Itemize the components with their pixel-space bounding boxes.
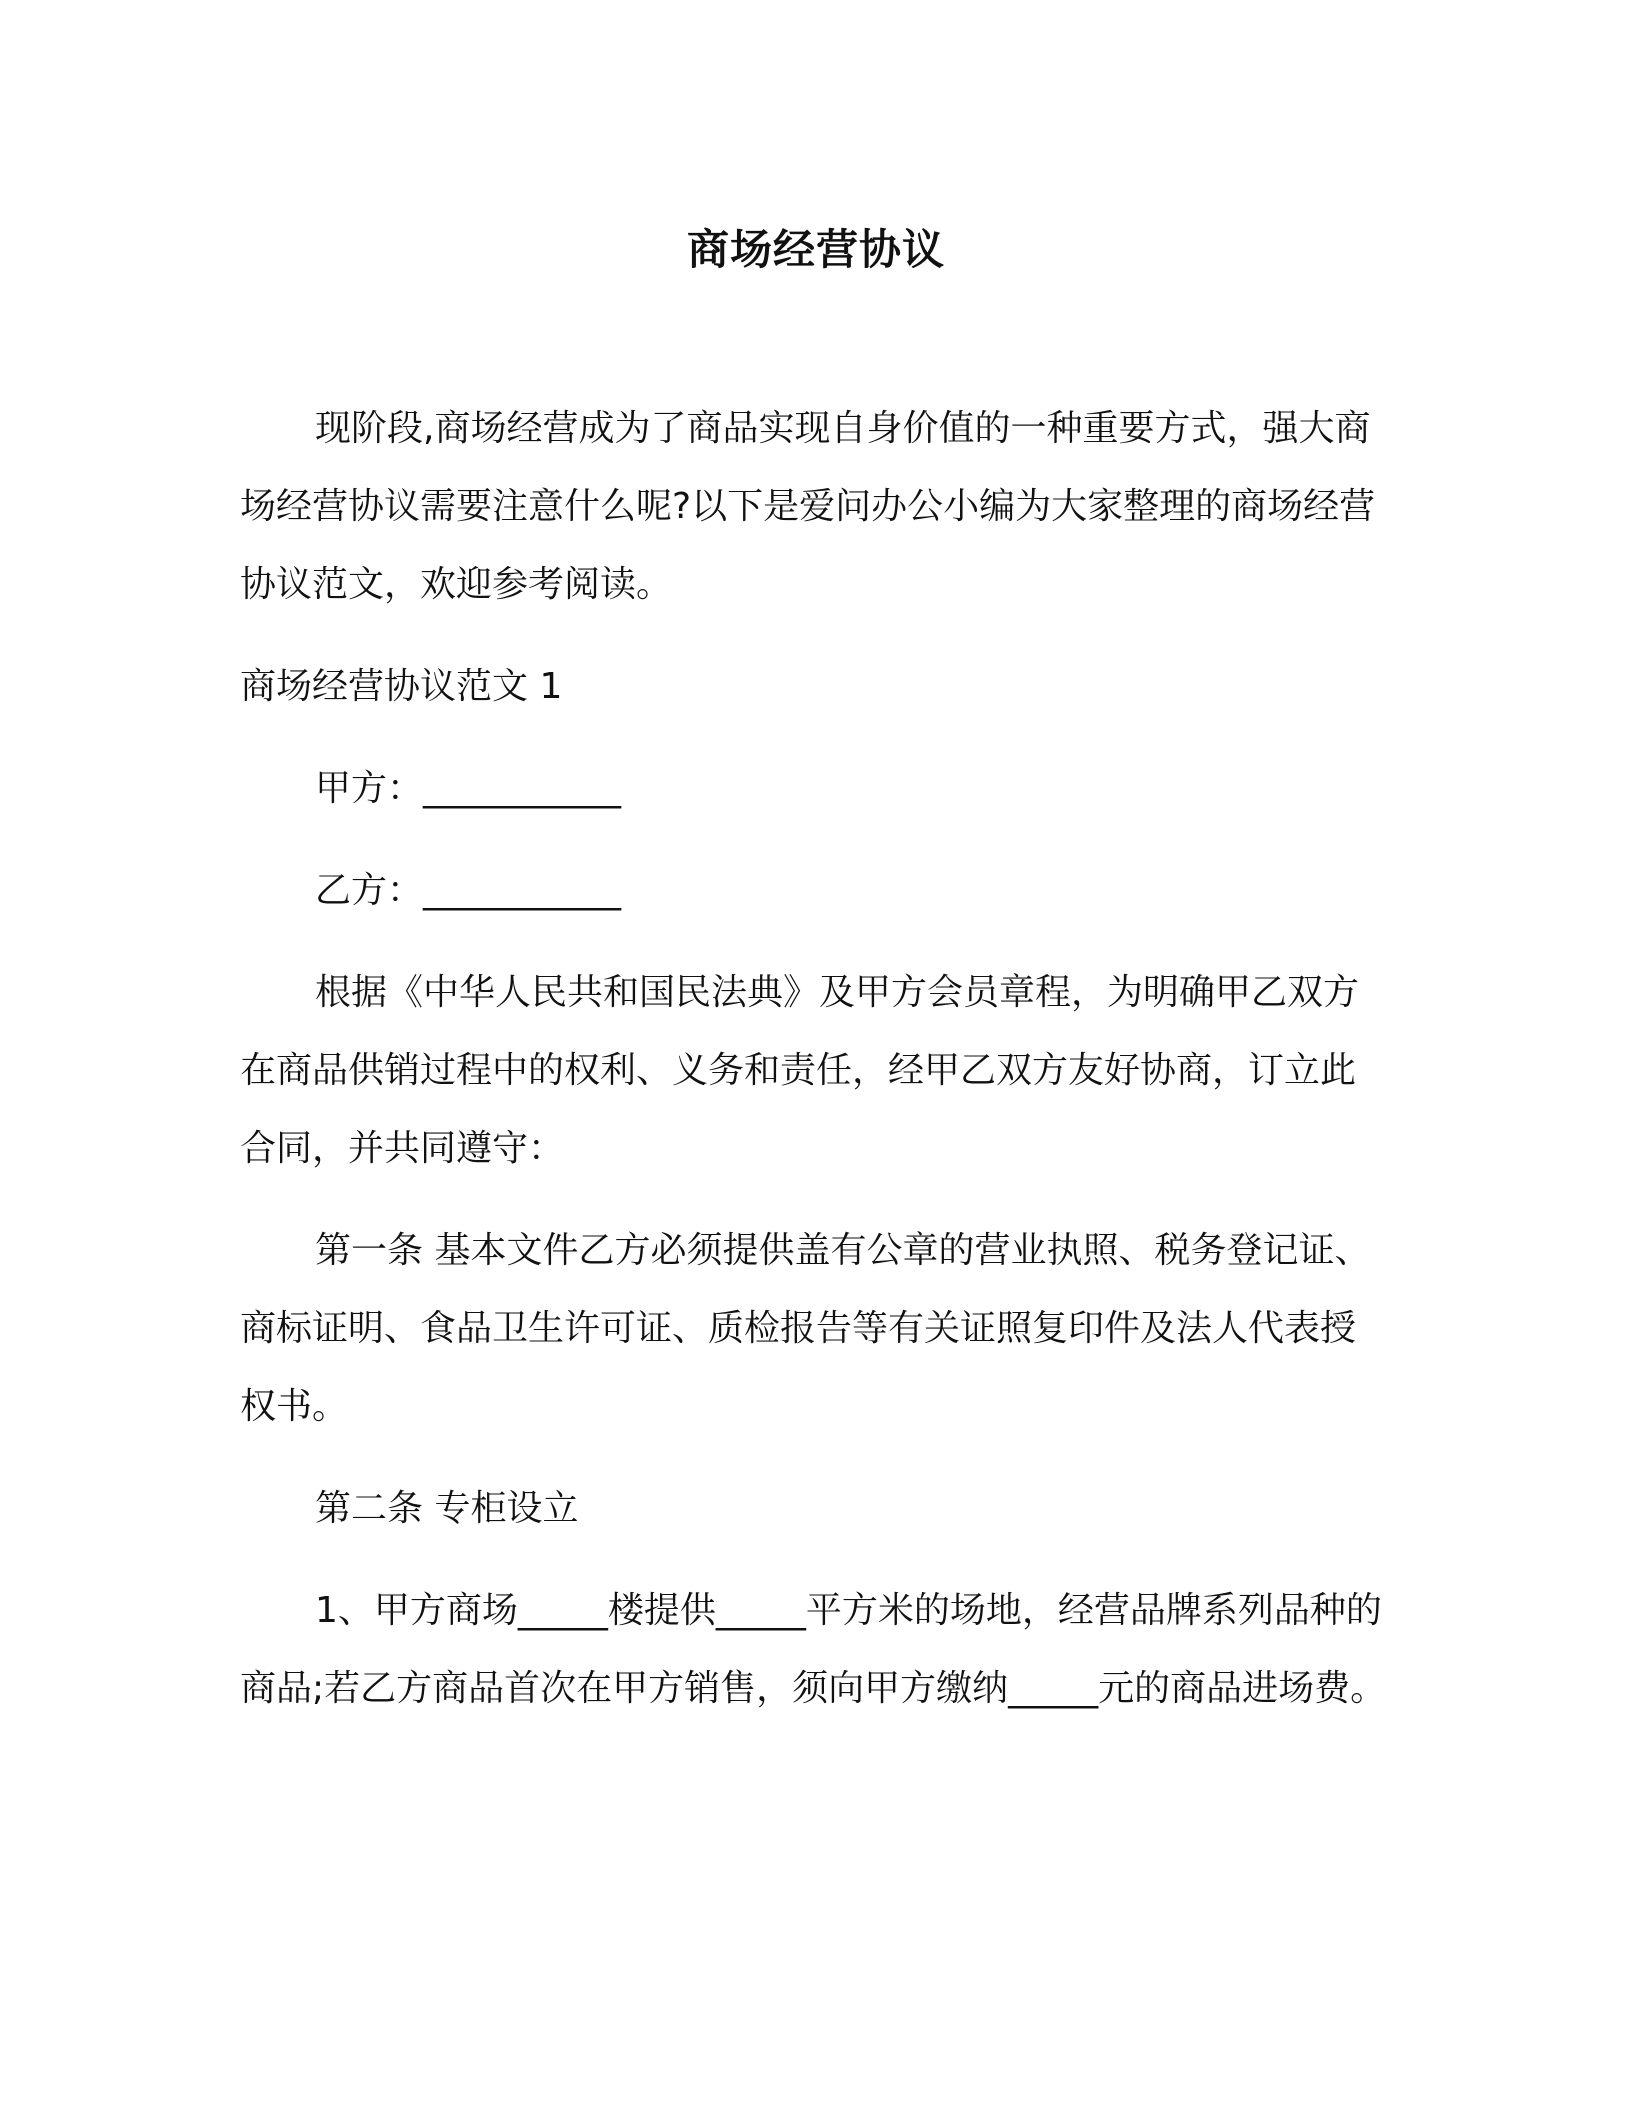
document-body [240, 390, 1390, 1752]
party-b-line: 乙方：___________ [315, 870, 622, 911]
intro-paragraph: 现阶段,商场经营成为了商品实现自身价值的一种重要方式，强大商场经营协议需要注意什么呢?以下是爱问办公小编为大家整理的商场经营协议范文，欢迎参考阅读。 [240, 408, 1376, 605]
document-title: 商场经营协议 [686, 225, 945, 274]
preamble-paragraph: 根据《中华人民共和国民法典》及甲方会员章程，为明确甲乙双方在商品供销过程中的权利、义务和责任，经甲乙双方友好协商，订立此合同，并共同遵守： [240, 972, 1360, 1169]
article-2-heading: 第二条 专柜设立 [315, 1488, 579, 1529]
article-2-item-1: 1、甲方商场_____楼提供_____平方米的场地，经营品牌系列品种的商品;若乙方商品首次在甲方销售，须向甲方缴纳_____元的商品进场费。 [240, 1590, 1387, 1709]
party-a-line: 甲方：___________ [315, 768, 622, 809]
article-1-paragraph: 第一条 基本文件乙方必须提供盖有公章的营业执照、税务登记证、商标证明、食品卫生许可证、质检报告等有关证照复印件及法人代表授权书。 [240, 1230, 1371, 1427]
section-heading: 商场经营协议范文 1 [240, 666, 563, 707]
